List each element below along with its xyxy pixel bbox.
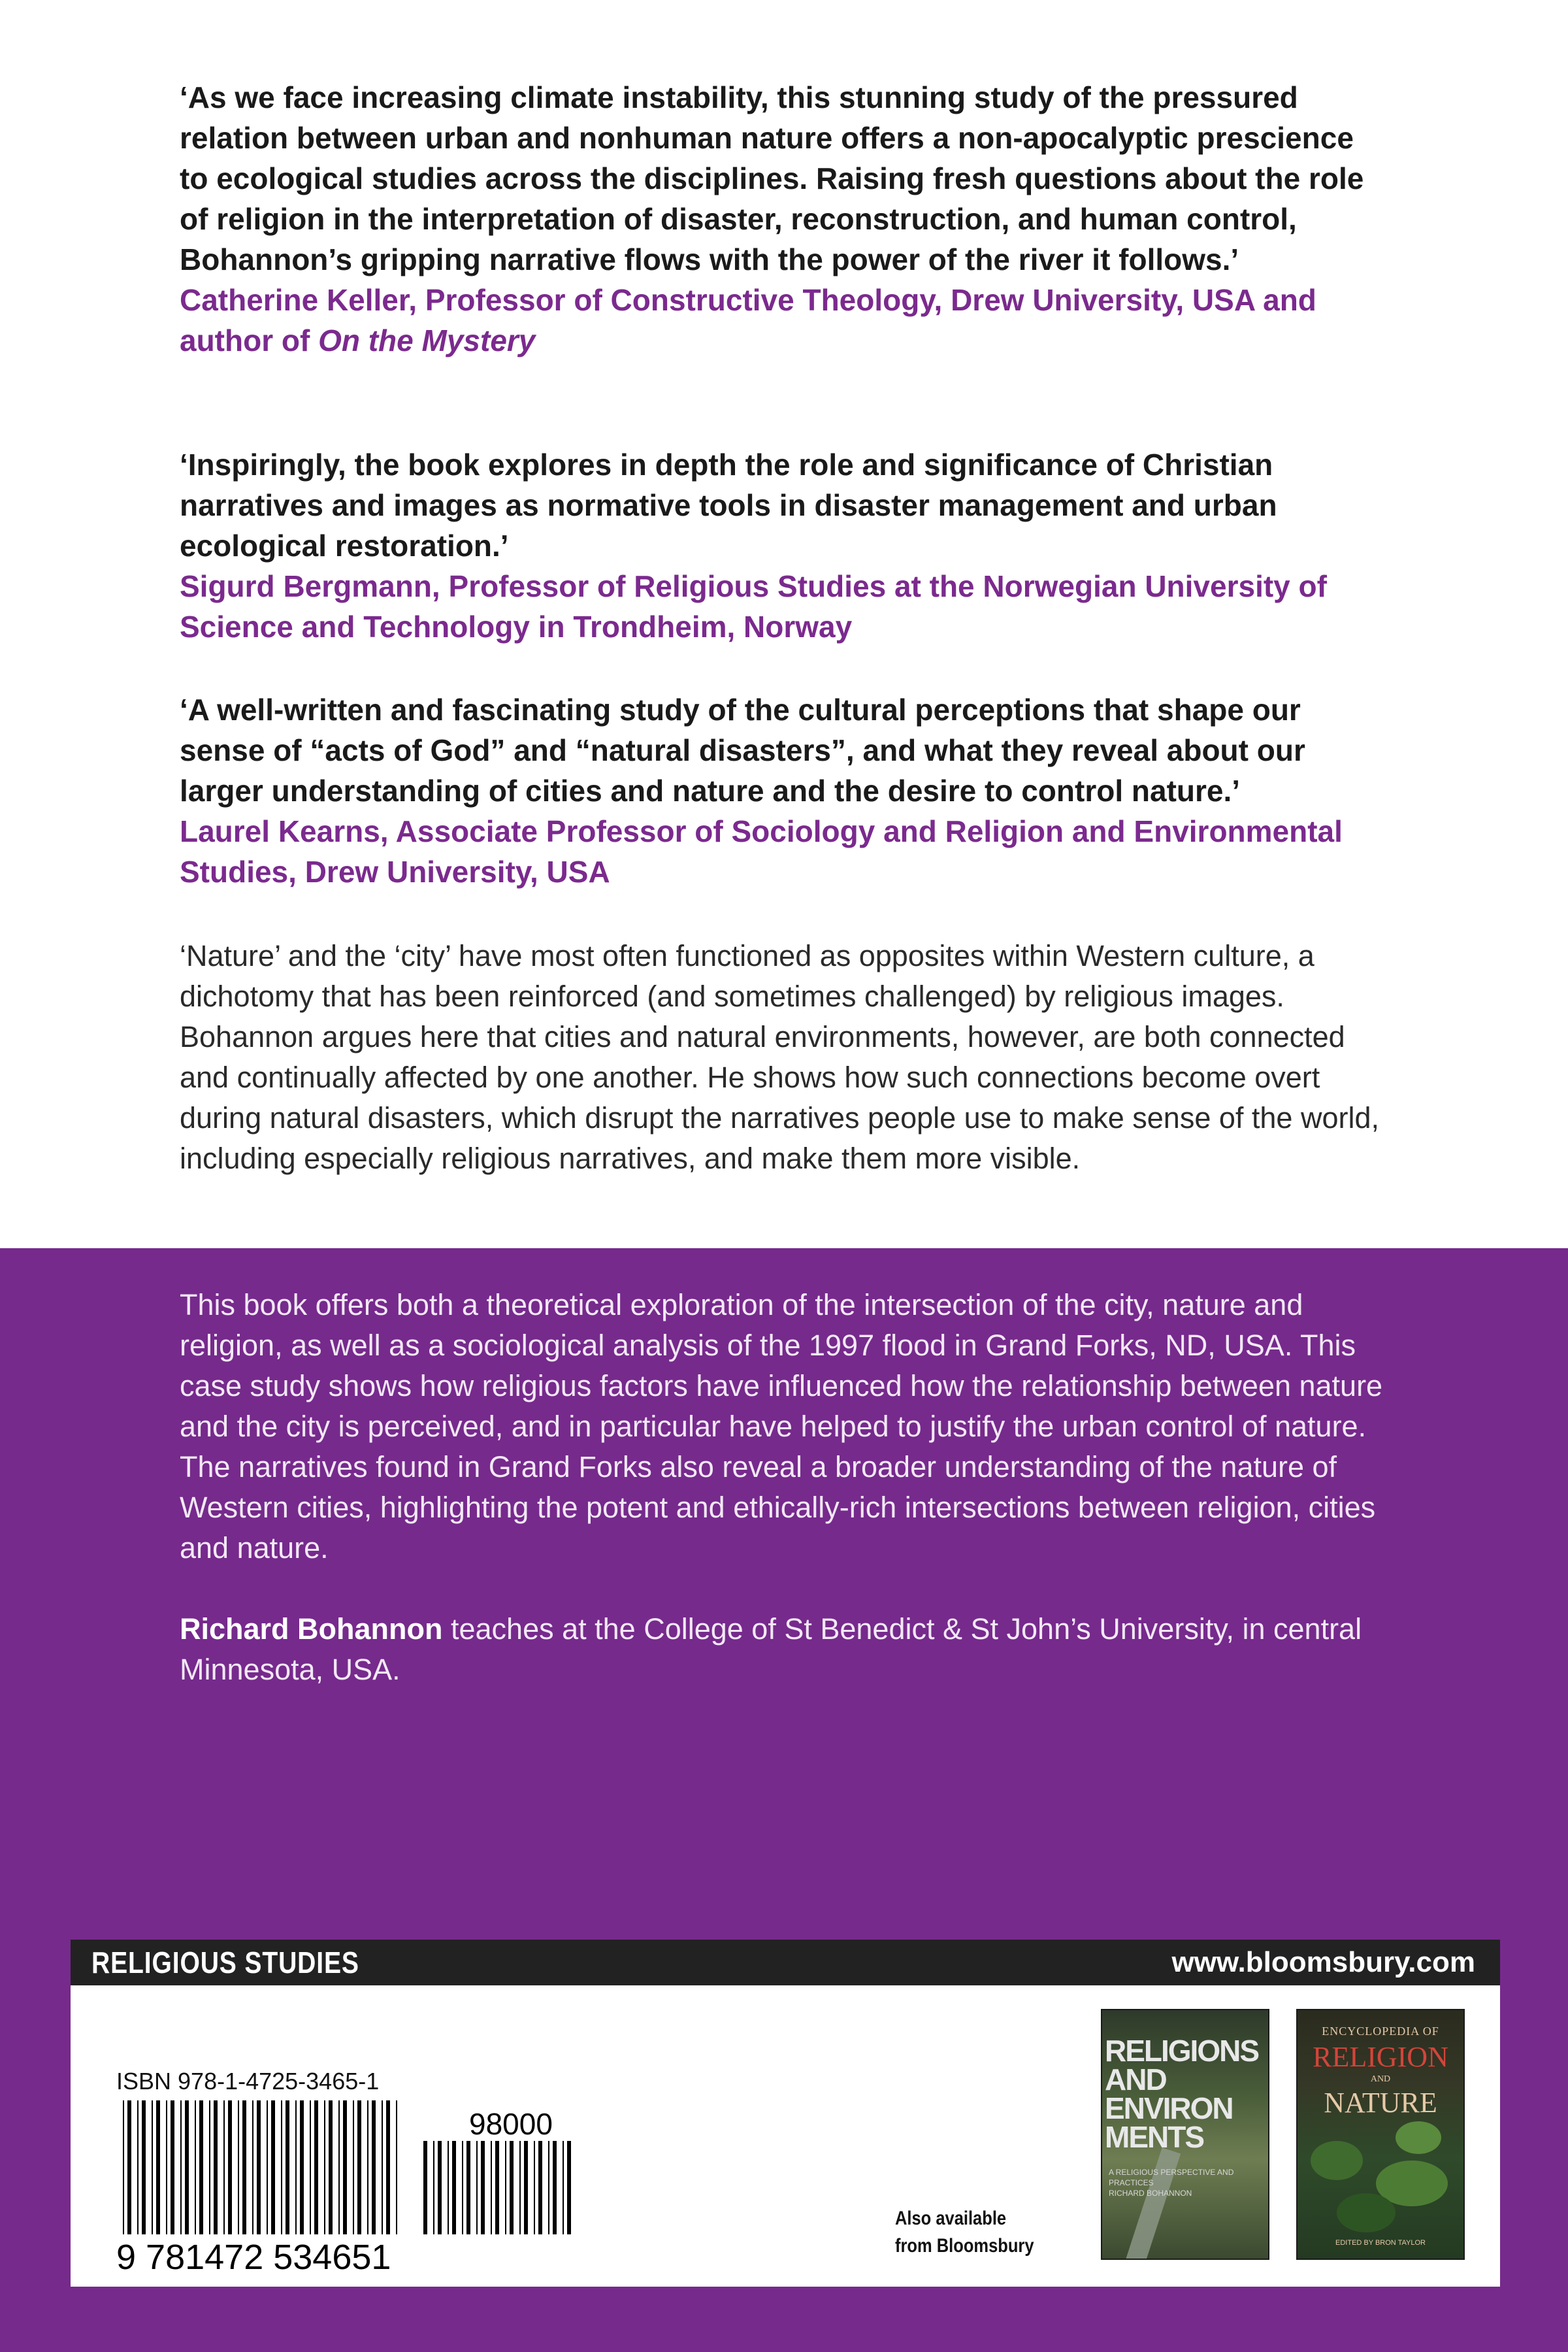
barcode-bar bbox=[127, 2100, 131, 2234]
price-code: 98000 bbox=[469, 2107, 553, 2141]
encyclopedia-editor: EDITED BY BRON TAYLOR bbox=[1335, 2239, 1426, 2247]
barcode-bar bbox=[505, 2141, 506, 2234]
barcode-bar bbox=[462, 2141, 463, 2234]
footer-panel bbox=[71, 1985, 1500, 2287]
leaf-icon bbox=[1396, 2121, 1441, 2154]
barcode-bar bbox=[343, 2100, 347, 2234]
book-cover-subtitle: A RELIGIOUS PERSPECTIVE AND PRACTICES bbox=[1109, 2168, 1234, 2187]
barcode-bar bbox=[267, 2100, 268, 2234]
barcode-bar bbox=[372, 2100, 376, 2234]
river-path-icon bbox=[1122, 2147, 1181, 2260]
book-cover-religions-and-environments[interactable] bbox=[1101, 2009, 1269, 2260]
book-cover-author: RICHARD BOHANNON bbox=[1109, 2189, 1192, 2198]
barcode-bar bbox=[382, 2100, 383, 2234]
barcode-bar bbox=[300, 2100, 304, 2234]
quote-block-3 bbox=[180, 689, 1388, 892]
barcode-bar bbox=[534, 2141, 535, 2234]
quote-block-2 bbox=[180, 444, 1388, 647]
quote-text: ‘As we face increasing climate instability, this stunning study of the pressured relation between urban and nonhuman nature offers a non-apocalyptic prescience to ecological studies across the disciplines. Raising fresh questions about the role of religion in the interpretation of disaster, reconstruction, and human control, Bohannon’s gripping narrative flows with the power of the river it follows.’ bbox=[180, 80, 1364, 276]
book-cover-encyclopedia[interactable] bbox=[1296, 2009, 1465, 2260]
barcode-bar bbox=[156, 2100, 160, 2234]
barcode-bar bbox=[438, 2141, 442, 2234]
book-title: On the Mystery bbox=[318, 323, 536, 357]
book-summary: This book offers both a theoretical exploration of the intersection of the city, nature and religion, as well as a sociological analysis of the 1997 flood in Grand Forks, ND, USA. This case study shows how religious factors have influenced how the relationship between nature and the city is perceived, and in particular have helped to justify the urban control of nature. The narratives found in Grand Forks also reveal a broader understanding of the nature of Western cities, highlighting the potent and ethically-rich intersections between religion, cities and nature. bbox=[180, 1288, 1383, 1565]
barcode-bar bbox=[466, 2141, 470, 2234]
barcode-bar bbox=[271, 2100, 275, 2234]
description-block bbox=[180, 936, 1388, 1179]
barcode-bar bbox=[329, 2100, 333, 2234]
barcode-bar bbox=[433, 2141, 434, 2234]
barcode-bar bbox=[242, 2100, 246, 2234]
barcode-bar bbox=[386, 2100, 390, 2234]
barcode-bar bbox=[538, 2141, 542, 2234]
barcode-bar bbox=[452, 2141, 456, 2234]
quote-block-1 bbox=[180, 77, 1388, 361]
barcode-bar bbox=[396, 2100, 397, 2234]
quote-attribution: Sigurd Bergmann, Professor of Religious Studies at the Norwegian University of Science and Technology in Trondheim, Norway bbox=[180, 569, 1327, 644]
description-text: ‘Nature’ and the ‘city’ have most often functioned as opposites within Western culture, a dichotomy that has been reinforced (and sometimes challenged) by religious images. Bohannon argues here that cities and natural environments, however, are both connected and continually affected by one another. He shows how such connections become overt during natural disasters, which disrupt the narratives people use to make sense of the world, including especially religious narratives, and make them more visible. bbox=[180, 939, 1379, 1175]
encyclopedia-line2: RELIGION bbox=[1313, 2041, 1448, 2073]
barcode-bar bbox=[199, 2100, 203, 2234]
barcode-bar bbox=[448, 2141, 449, 2234]
quote-text: ‘A well-written and fascinating study of the cultural perceptions that shape our sense of “acts of God” and “natural disasters”, and what they reveal about our larger understanding of cities and nature and the desire to control nature.’ bbox=[180, 693, 1305, 808]
leaf-icon bbox=[1337, 2193, 1396, 2232]
barcode-bar bbox=[519, 2141, 521, 2234]
barcode-bar bbox=[481, 2141, 485, 2234]
barcode-bar bbox=[563, 2141, 564, 2234]
barcode-icon bbox=[116, 2100, 587, 2272]
barcode-bar bbox=[281, 2100, 282, 2234]
barcode-bar bbox=[185, 2100, 189, 2234]
barcode-bar bbox=[553, 2141, 557, 2234]
barcode-bar bbox=[423, 2141, 427, 2234]
category-label: RELIGIOUS STUDIES bbox=[91, 1946, 359, 1979]
barcode-bar bbox=[228, 2100, 232, 2234]
barcode-bar bbox=[195, 2100, 196, 2234]
barcode-bar bbox=[171, 2100, 174, 2234]
barcode-bar bbox=[223, 2100, 225, 2234]
barcode-bar bbox=[152, 2100, 153, 2234]
quote-attribution: Laurel Kearns, Associate Professor of Sociology and Religion and Environmental Studies, Drew University, USA bbox=[180, 814, 1343, 889]
author-name: Richard Bohannon bbox=[180, 1612, 443, 1646]
barcode-bar bbox=[353, 2100, 354, 2234]
author-bio: Richard Bohannon teaches at the College of St Benedict & St John’s University, in central Minnesota, USA. bbox=[180, 1612, 1362, 1686]
barcode-bar bbox=[491, 2141, 492, 2234]
quote-text: ‘Inspiringly, the book explores in depth the role and significance of Christian narratives and images as normative tools in disaster management and urban ecological restoration.’ bbox=[180, 448, 1277, 563]
barcode-bar bbox=[252, 2100, 253, 2234]
barcode-bar bbox=[338, 2100, 340, 2234]
barcode-bar bbox=[286, 2100, 289, 2234]
leaf-icon bbox=[1311, 2141, 1363, 2180]
barcode-bar bbox=[142, 2100, 146, 2234]
barcode-number: 9 781472 534651 bbox=[116, 2238, 391, 2272]
barcode-bar bbox=[123, 2100, 124, 2234]
encyclopedia-line3: AND bbox=[1370, 2074, 1391, 2084]
barcode-bar bbox=[295, 2100, 297, 2234]
barcode-bar bbox=[214, 2100, 218, 2234]
barcode-bar bbox=[137, 2100, 139, 2234]
encyclopedia-line4: NATURE bbox=[1324, 2087, 1437, 2119]
barcode-bar bbox=[548, 2141, 549, 2234]
quote-attribution: Catherine Keller, Professor of Constructive Theology, Drew University, USA and author of On the Mystery bbox=[180, 283, 1316, 357]
barcode-bar bbox=[510, 2141, 514, 2234]
barcode-bar bbox=[180, 2100, 182, 2234]
barcode-bar bbox=[209, 2100, 210, 2234]
barcode-bar bbox=[357, 2100, 361, 2234]
footer-bar bbox=[71, 1940, 1500, 1985]
barcode-bar bbox=[476, 2141, 478, 2234]
also-available-label: Also available from Bloomsbury bbox=[895, 2208, 1034, 2257]
encyclopedia-line1: ENCYCLOPEDIA OF bbox=[1322, 2025, 1439, 2038]
barcode-bar bbox=[238, 2100, 239, 2234]
purple-text-block bbox=[180, 1285, 1388, 1690]
barcode-bar bbox=[567, 2141, 571, 2234]
barcode-bar bbox=[166, 2100, 167, 2234]
barcode-bar bbox=[257, 2100, 261, 2234]
barcode-bar bbox=[367, 2100, 368, 2234]
website-link[interactable]: www.bloomsbury.com bbox=[1171, 1946, 1475, 1978]
barcode-bar bbox=[324, 2100, 325, 2234]
barcode-bar bbox=[495, 2141, 499, 2234]
book-cover-title: RELIGIONS AND ENVIRON MENTS bbox=[1105, 2034, 1259, 2154]
barcode-bar bbox=[314, 2100, 318, 2234]
isbn-label: ISBN 978-1-4725-3465-1 bbox=[116, 2068, 380, 2095]
barcode-bar bbox=[310, 2100, 311, 2234]
barcode-bar bbox=[524, 2141, 528, 2234]
